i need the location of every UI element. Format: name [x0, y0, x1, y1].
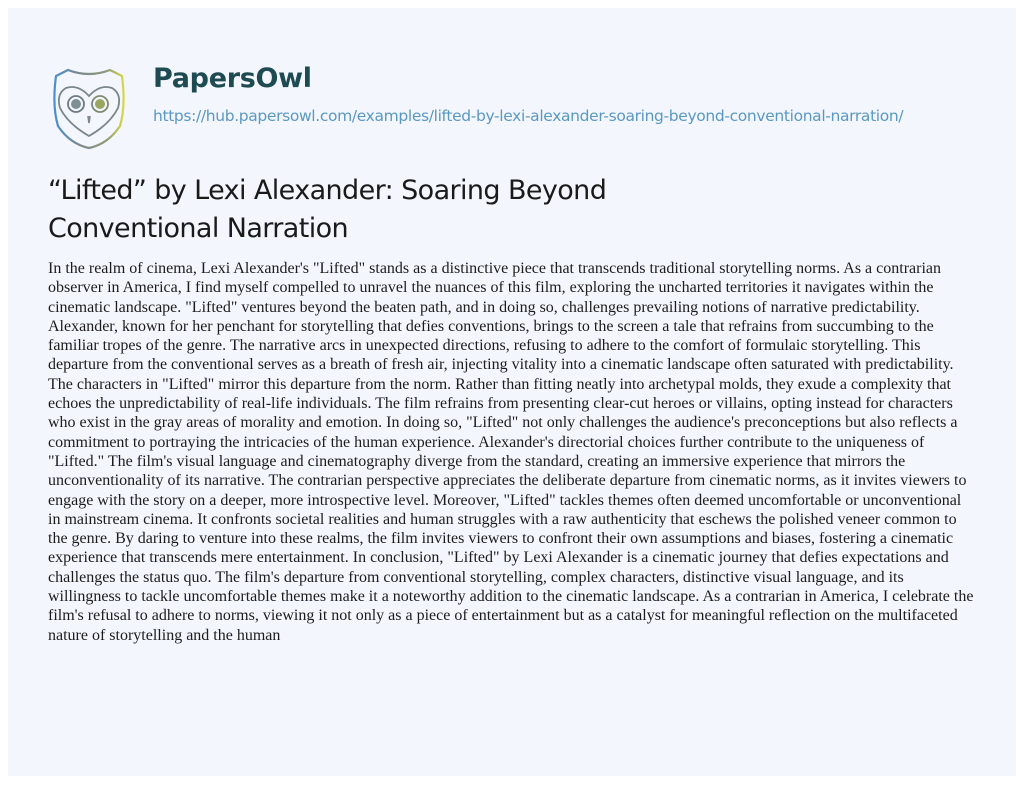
body-line: departure from the conventional serves as a breath of fresh air, injecting vitality into a cinematic landscape often saturated with predictability. — [48, 356, 954, 374]
source-url-link[interactable]: https://hub.papersowl.com/examples/lifted-by-lexi-alexander-soaring-beyond-conventional-narration/ — [153, 107, 904, 125]
body-line: the genre. By daring to venture into these realms, the film invites viewers to confront their own assumptions and biases, fostering a cinematic — [48, 530, 954, 548]
body-line: cinematic landscape. "Lifted" ventures beyond the beaten path, and in doing so, challenges prevailing notions of narrative predictability. — [48, 298, 920, 316]
brand-name[interactable]: PapersOwl — [153, 63, 312, 94]
body-line: observer in America, I find myself compelled to unravel the nuances of this film, exploring the uncharted territories it navigates within the — [48, 279, 934, 297]
body-line: experience that transcends mere entertainment. In conclusion, "Lifted" by Lexi Alexander is a cinematic journey that defies expectations and — [48, 549, 949, 567]
body-line: nature of storytelling and the human — [48, 626, 281, 644]
body-line: film's refusal to adhere to norms, viewing it not only as a piece of entertainment but as a catalyst for meaningful reflection on the multifaceted — [48, 607, 958, 625]
body-line: commitment to portraying the intricacies of the human experience. Alexander's directorial choices further contribute to the uniqueness of — [48, 433, 925, 451]
body-line: familiar tropes of the genre. The narrative arcs in unexpected directions, refusing to adhere to the comfort of formulaic storytelling. This — [48, 337, 921, 355]
body-line: who exist in the gray areas of morality and emotion. In doing so, "Lifted" not only challenges the audience's preconceptions but also reflects a — [48, 414, 958, 432]
document-title: “Lifted” by Lexi Alexander: Soaring Beyond Conventional Narration — [48, 175, 607, 244]
body-line: challenges the status quo. The film's departure from conventional storytelling, complex characters, distinctive visual language, and its — [48, 568, 904, 586]
owl-logo-icon — [50, 66, 128, 150]
body-line: echoes the unpredictability of real-life individuals. The film refrains from presenting clear-cut heroes or villains, opting instead for characters — [48, 395, 953, 413]
body-line: unconventionality of its narrative. The contrarian perspective appreciates the deliberate departure from cinematic norms, as it invites viewers to — [48, 472, 967, 490]
body-line: in mainstream cinema. It confronts societal realities and human struggles with a raw authenticity that eschews the polished veneer common to — [48, 510, 957, 528]
body-line: engage with the story on a deeper, more introspective level. Moreover, "Lifted" tackles themes often deemed uncomfortable or unconventional — [48, 491, 962, 509]
body-line: The characters in "Lifted" mirror this departure from the norm. Rather than fitting neatly into archetypal molds, they exude a complexity that — [48, 375, 951, 393]
body-line: willingness to tackle uncomfortable themes make it a noteworthy addition to the cinematic landscape. As a contrarian in America, I celebrate the — [48, 588, 974, 606]
body-line: "Lifted." The film's visual language and cinematography diverge from the standard, creating an immersive experience that mirrors the — [48, 452, 906, 470]
body-line: In the realm of cinema, Lexi Alexander's "Lifted" stands as a distinctive piece that transcends traditional storytelling norms. As a contrarian — [48, 260, 942, 277]
body-line: Alexander, known for her penchant for storytelling that defies conventions, brings to the screen a tale that refrains from succumbing to the — [48, 317, 934, 335]
document-body — [48, 259, 1008, 645]
